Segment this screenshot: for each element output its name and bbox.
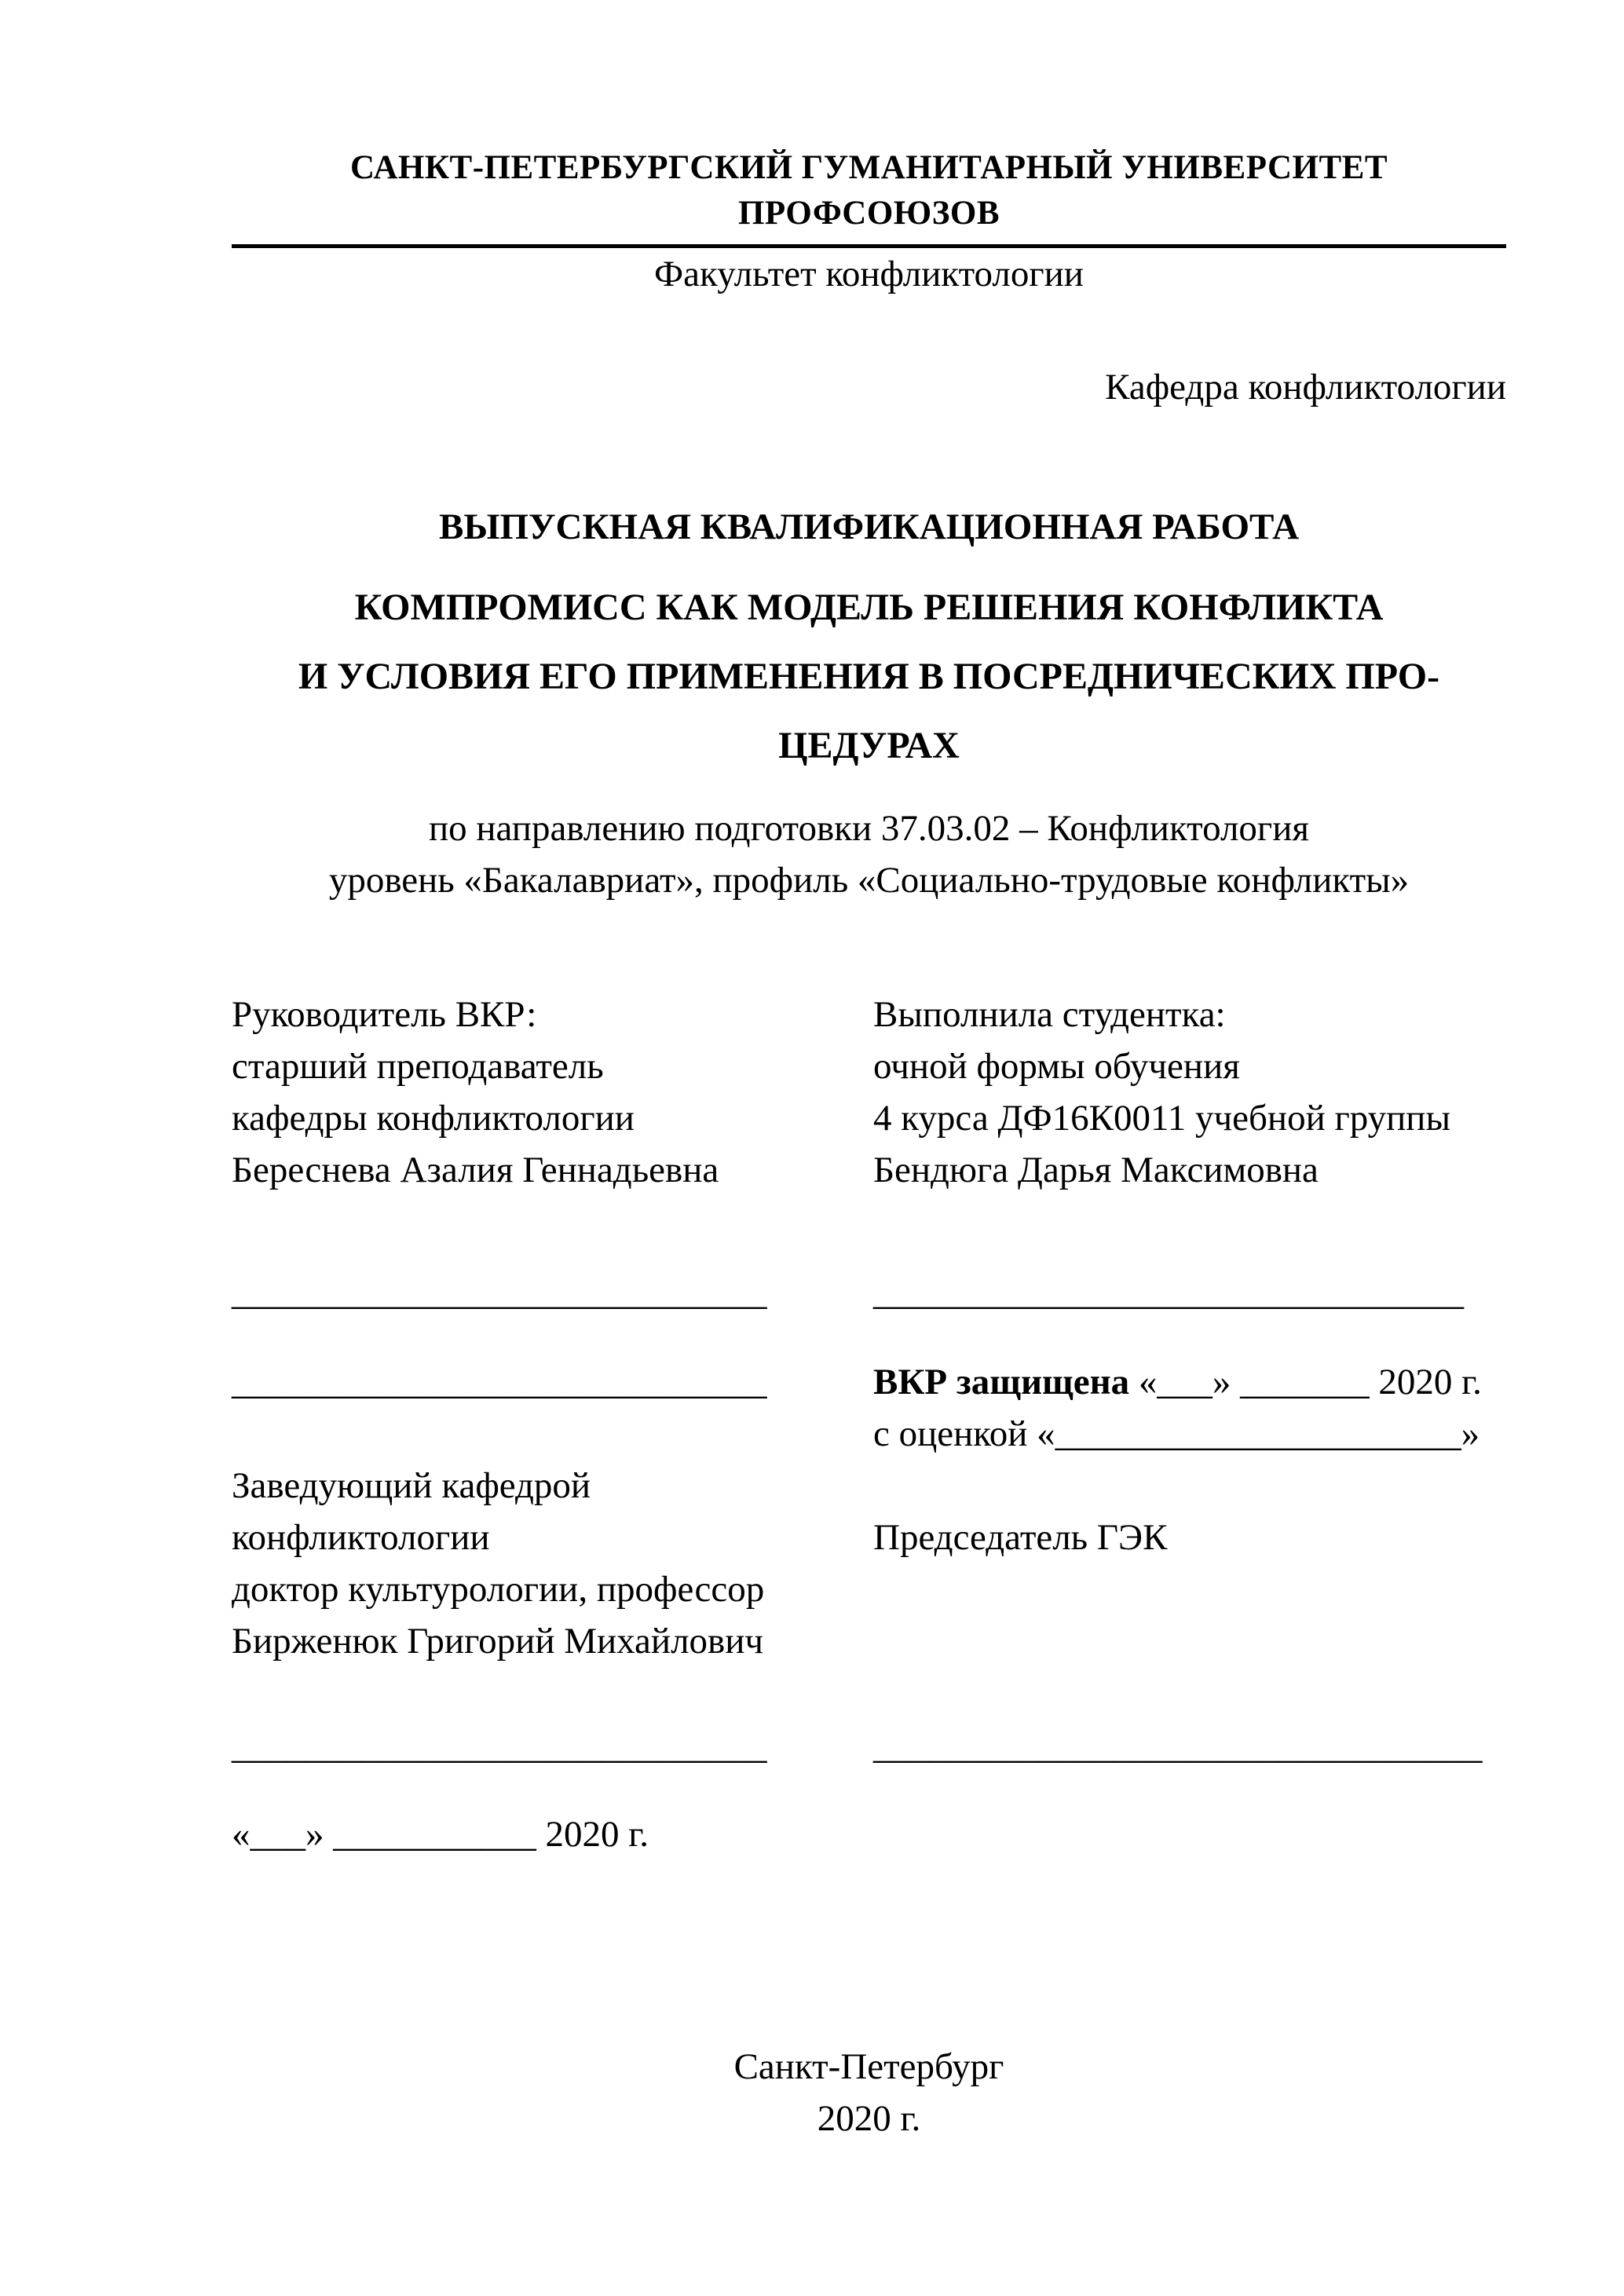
head-row [232, 1460, 1506, 1512]
empty-cell [873, 1808, 1506, 1860]
student-role: Выполнила студентка: [873, 994, 1226, 1035]
grade-row [232, 1408, 1506, 1460]
spacer [232, 1196, 1506, 1267]
student-study-form: очной формы обучения [873, 1046, 1240, 1087]
signature-line-row-1 [232, 1267, 1506, 1318]
head-row [232, 1512, 1506, 1563]
thesis-title [232, 573, 1506, 781]
supervisor-department: кафедры конфликтологии [232, 1098, 635, 1139]
empty-cell [873, 1615, 1506, 1667]
spacer [232, 1318, 1506, 1356]
footer-city: Санкт-Петербург [733, 2046, 1004, 2087]
empty-cell [873, 1563, 1506, 1615]
footer-block [232, 2041, 1506, 2144]
program-level: уровень «Бакалавриат», профиль «Социально-трудовые конфликты» [328, 860, 1410, 901]
supervisor-position: старший преподаватель [232, 1046, 604, 1087]
department-name: Кафедра конфликтологии [1105, 367, 1506, 408]
people-row [232, 1092, 1506, 1144]
defense-line [873, 1356, 1506, 1408]
head-of-department-name: Бирженюк Григорий Михайлович [232, 1621, 764, 1662]
people-row [232, 1144, 1506, 1196]
date-blank-line: «___» ___________ 2020 г. [232, 1814, 649, 1855]
empty-cell [873, 1460, 1506, 1512]
date-row [232, 1808, 1506, 1860]
thesis-title-line-3: ЦЕДУРАХ [778, 725, 960, 766]
people-row [232, 989, 1506, 1040]
supervisor-signature-line-2: _____________________________ [232, 1362, 767, 1402]
signature-line-row-3 [232, 1720, 1506, 1772]
spacer [232, 1667, 1506, 1720]
work-type-heading: ВЫПУСКНАЯ КВАЛИФИКАЦИОННАЯ РАБОТА [438, 506, 1300, 547]
university-name: САНКТ-ПЕТЕРБУРГСКИЙ ГУМАНИТАРНЫЙ УНИВЕРСИТЕТ ПРОФСОЮЗОВ [232, 145, 1506, 248]
signature-section [232, 989, 1506, 1860]
student-name: Бендюга Дарья Максимовна [873, 1150, 1319, 1190]
supervisor-role: Руководитель ВКР: [232, 994, 537, 1035]
people-row [232, 1040, 1506, 1092]
head-of-department-title: доктор культурологии, профессор [232, 1569, 765, 1610]
faculty-name: Факультет конфликтологии [654, 254, 1084, 294]
grade-line: с оценкой «______________________» [873, 1413, 1480, 1454]
gek-chairman-label: Председатель ГЭК [873, 1517, 1168, 1558]
supervisor-signature-line: _____________________________ [232, 1272, 767, 1313]
chairman-signature-line: _________________________________ [873, 1726, 1483, 1767]
head-of-department-dept: конфликтологии [232, 1517, 490, 1558]
student-signature-line: ________________________________ [873, 1272, 1464, 1313]
thesis-title-line-2: И УСЛОВИЯ ЕГО ПРИМЕНЕНИЯ В ПОСРЕДНИЧЕСКИХ ПРО- [298, 656, 1440, 697]
signature-line-row-2 [232, 1356, 1506, 1408]
program-block [232, 803, 1506, 906]
footer-year: 2020 г. [817, 2098, 921, 2139]
spacer [232, 1772, 1506, 1808]
program-direction: по направлению подготовки 37.03.02 – Конфликтология [429, 808, 1309, 849]
head-row [232, 1563, 1506, 1615]
head-signature-line: _____________________________ [232, 1726, 767, 1767]
head-of-department-role: Заведующий кафедрой [232, 1465, 591, 1506]
student-group: 4 курса ДФ16К0011 учебной группы [873, 1098, 1451, 1139]
empty-cell [232, 1408, 873, 1460]
defense-label: ВКР защищена [873, 1362, 1130, 1402]
head-row [232, 1615, 1506, 1667]
supervisor-name: Береснева Азалия Геннадьевна [232, 1150, 719, 1190]
thesis-title-line-1: КОМПРОМИСС КАК МОДЕЛЬ РЕШЕНИЯ КОНФЛИКТА [354, 587, 1384, 628]
defense-date-blank: «___» _______ 2020 г. [1129, 1362, 1482, 1402]
